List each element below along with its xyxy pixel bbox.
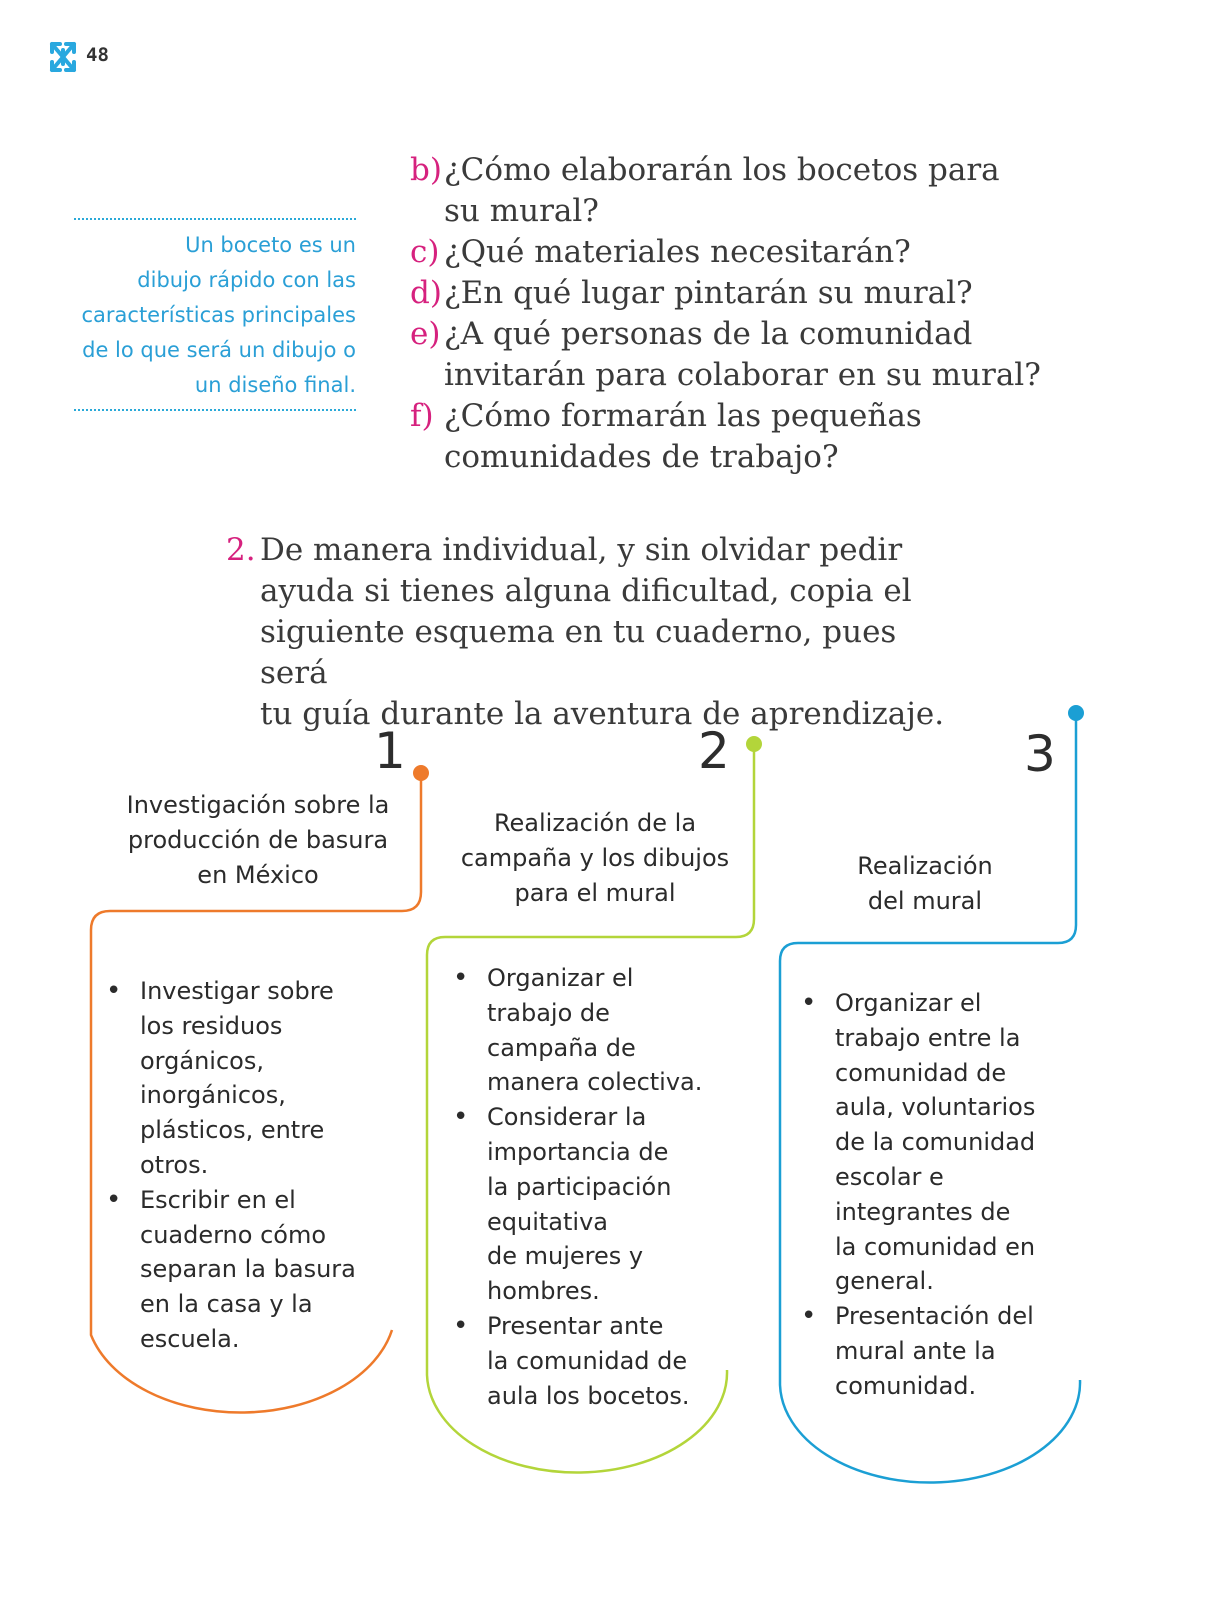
stage-3-dot [1068, 705, 1084, 721]
question-text: ¿Cómo formarán las pequeñas comunidades de trabajo? [444, 398, 922, 475]
stage-1-number: 1 [374, 722, 406, 780]
question-letter: f) [410, 398, 434, 434]
list-item: • Organizar el trabajo de campaña de manera colectiva. [451, 961, 751, 1100]
list-item: • Investigar sobre los residuos orgánicos, inorgánicos, plásticos, entre otros. [104, 974, 404, 1183]
list-item: • Escribir en el cuaderno cómo separan la basura en la casa y la escuela. [104, 1183, 404, 1357]
list-item: • Considerar la importancia de la participación equitativa de mujeres y hombres. [451, 1100, 751, 1309]
question-letter: e) [410, 316, 441, 352]
stage-2-title: Realización de la campaña y los dibujos para el mural [460, 809, 730, 907]
instruction-number: 2. [226, 532, 256, 568]
question-letter: d) [410, 275, 442, 311]
list-item: • Presentar ante la comunidad de aula los bocetos. [451, 1309, 751, 1413]
instruction-text: De manera individual, y sin olvidar pedir ayuda si tienes alguna dificultad, copia el siguiente esquema en tu cuaderno, pues será tu guía durante la aventura de aprendizaje. [260, 532, 945, 732]
question-text: ¿En qué lugar pintarán su mural? [444, 275, 973, 311]
stage-3-number: 3 [1024, 725, 1056, 783]
question-text: ¿Cómo elaborarán los bocetos para su mural? [444, 152, 1000, 229]
question-letter: c) [410, 234, 440, 270]
stage-3-list [799, 986, 1099, 1404]
stage-2-number: 2 [698, 722, 730, 780]
question-text: ¿A qué personas de la comunidad invitarán para colaborar en su mural? [444, 316, 1041, 393]
stage-2-list [451, 961, 751, 1413]
list-item: • Organizar el trabajo entre la comunidad de aula, voluntarios de la comunidad escolar e integrantes de la comunidad en general. [799, 986, 1099, 1299]
stage-1-dot [413, 765, 429, 781]
stage-3-title: Realización del mural [857, 852, 993, 915]
stage-1-title: Investigación sobre la producción de basura en México [126, 791, 390, 889]
page-number: 48 [86, 44, 109, 66]
stage-2-dot [746, 736, 762, 752]
side-note-text: Un boceto es un dibujo rápido con las características principales de lo que será un dibujo o un diseño final. [81, 233, 356, 397]
stage-1-list [104, 974, 404, 1357]
question-text: ¿Qué materiales necesitarán? [444, 234, 911, 270]
question-letter: b) [410, 152, 442, 188]
list-item: • Presentación del mural ante la comunidad. [799, 1299, 1099, 1403]
